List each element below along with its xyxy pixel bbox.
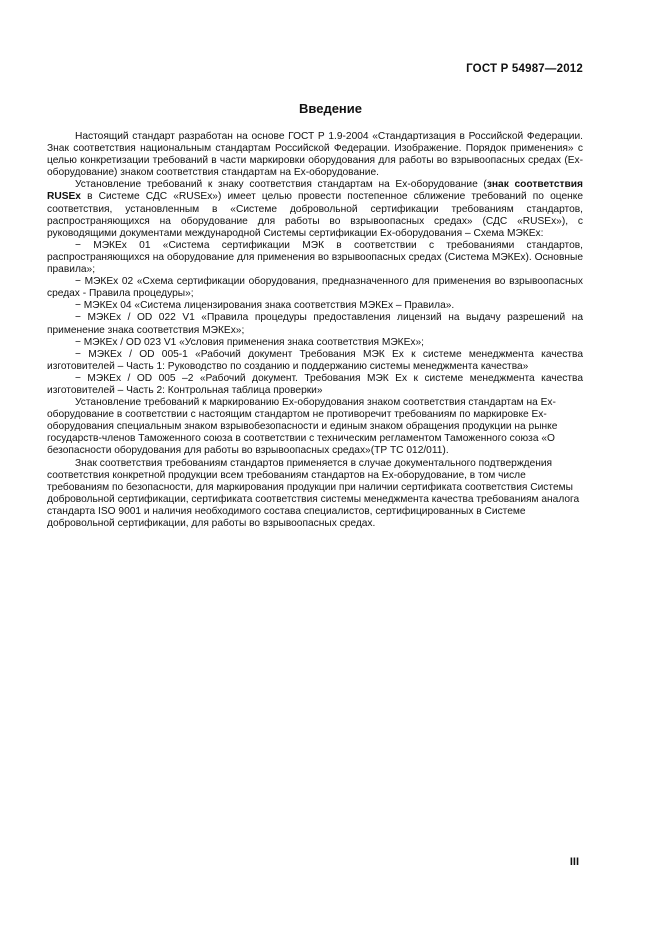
paragraph-requirements: Установление требований к знаку соответствия стандартам на Ex-оборудование (знак соответствия RUSEx в Системе СДС «RUSEx») имеет целью провести постепенное сближение требований по оценке соответствия, установленным в «Системе добровольной сертификации требованиям стандартов, распространяющихся на оборудование для работы во взрывоопасных средах» (СДС «RUSEx»), с руководящими документами международной Системы сертификации Ex-оборудования – Схема МЭКЕх: bbox=[47, 179, 583, 239]
list-item: − МЭКЕх / OD 022 V1 «Правила процедуры предоставления лицензий на выдачу разрешений на применение знака соответствия МЭКЕх»; bbox=[47, 312, 583, 336]
standard-number: ГОСТ Р 54987—2012 bbox=[466, 63, 583, 75]
paragraph-conformity-mark: Знак соответствия требованиям стандартов применяется в случае документального подтверждения соответствия конкретной продукции всем требованиям стандартов на Ex-оборудование, в том числе требованиям по безопасности, для маркирования продукции при наличии сертификата соответствия Системы добровольной сертификации, сертификата соответствия системы менеджмента качества требованиям аналога стандарта ISO 9001 и наличия необходимого состава специалистов, сертифицированных в Системе добровольной сертификации, для работы во взрывоопасных средах. bbox=[47, 457, 580, 529]
bold-phrase: знак соответствия RUSEx bbox=[47, 179, 583, 203]
list-item: − МЭКЕх / OD 005-1 «Рабочий документ Требования МЭК Ех к системе менеджмента качества изготовителей – Часть 1: Руководство по созданию и поддержанию системы менеджмента качества» bbox=[47, 348, 583, 372]
list-item: − МЭКЕх 01 «Система сертификации МЭК в соответствии с требованиями стандартов, распространяющихся на оборудование для применения во взрывоопасных средах (Система МЭКЕх). Основные правила»; bbox=[47, 239, 583, 276]
list-item: − МЭКЕх 02 «Схема сертификации оборудования, предназначенного для применения во взрывоопасных средах - Правила процедуры»; bbox=[47, 276, 583, 300]
body-text bbox=[47, 131, 583, 530]
paragraph-marking: Установление требований к маркированию Ex-оборудования знаком соответствия стандартам на Ex-оборудование в соответствии с настоящим стандартом не противоречит требованиям по маркировке Ex-оборудования специальным знаком взрывобезопасности и единым знаком обращения продукции на рынке государств-членов Таможенного союза в соответствии с техническим регламентом Таможенного союза «О безопасности оборудования для работы во взрывоопасных средах»(ТР ТС 012/011). bbox=[47, 397, 558, 457]
list-item: − МЭКЕх / OD 005 –2 «Рабочий документ. Требования МЭК Ех к системе менеджмента качества изготовителей – Часть 2: Контрольная таблица проверки» bbox=[47, 372, 583, 396]
page-title: Введение bbox=[299, 101, 362, 116]
list-item: − МЭКЕх / OD 023 V1 «Условия применения знака соответствия МЭКЕх»; bbox=[75, 336, 424, 348]
list-item: − МЭКЕх 04 «Система лицензирования знака соответствия МЭКЕх – Правила». bbox=[75, 300, 455, 312]
page-number: III bbox=[569, 856, 579, 868]
paragraph-intro: Настоящий стандарт разработан на основе ГОСТ Р 1.9-2004 «Стандартизация в Российской Федерации. Знак соответствия национальным стандартам Российской Федерации. Изображение. Порядок применения» с целью конкретизации требований в части маркировки оборудования для работы во взрывоопасных средах (Ex-оборудование) знаком соответствия стандартам на Ex-оборудование. bbox=[47, 131, 583, 179]
